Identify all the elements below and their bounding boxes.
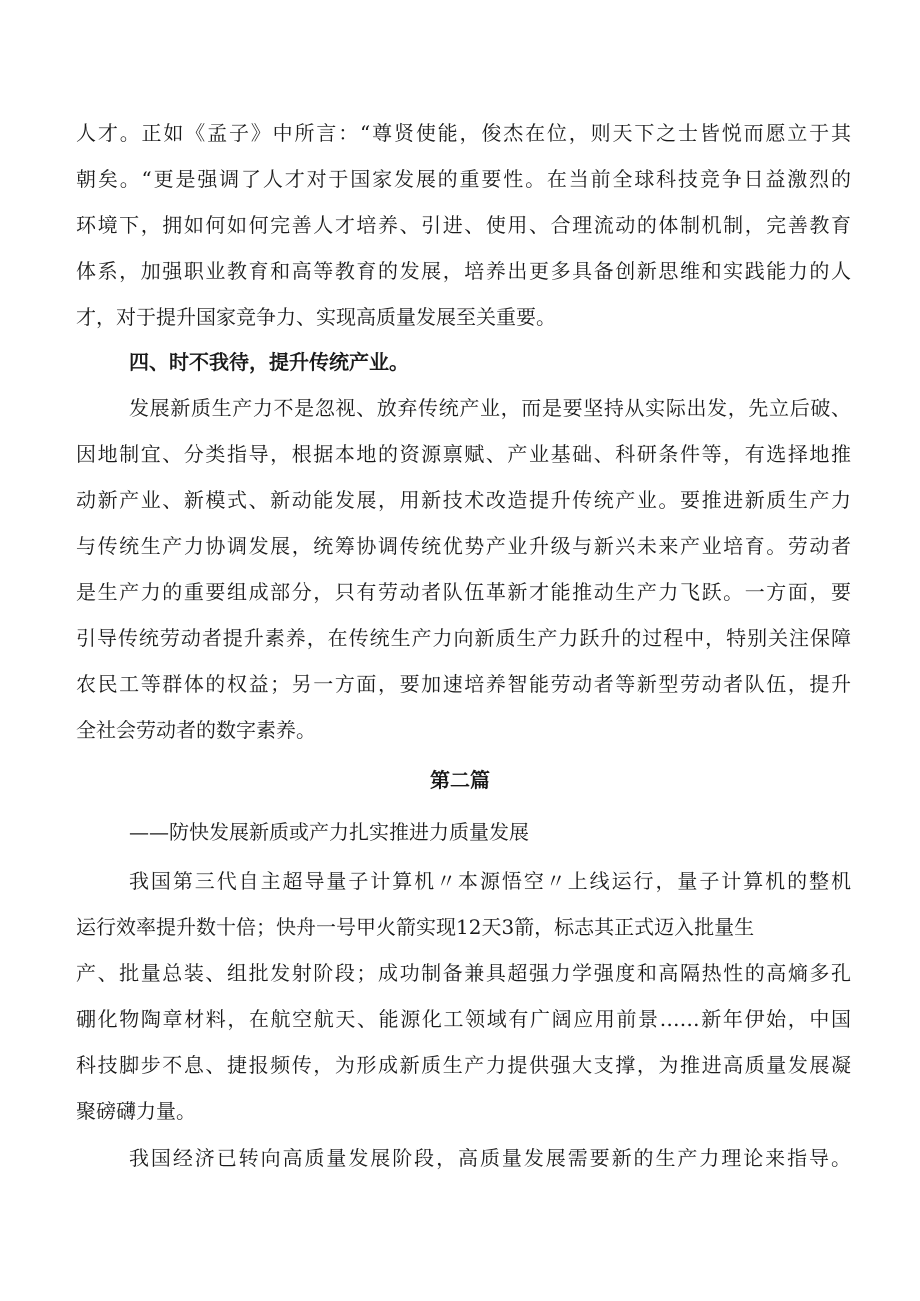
paragraph-3-line-2: 运行效率提升数十倍；快舟一号甲火箭实现12天3箭，标志其正式迈入批量生 — [76, 915, 755, 939]
section-heading-4: 四、时不我待，提升传统产业。 — [129, 350, 409, 374]
paragraph-1-line-4: 体系，加强职业教育和高等教育的发展，培养出更多具备创新思维和实践能力的人 — [76, 259, 851, 283]
paragraph-1-line-2: 朝矣。“更是强调了人才对于国家发展的重要性。在当前全球科技竞争日益激烈的 — [76, 167, 851, 191]
paragraph-1-line-5: 才，对于提升国家竞争力、实现高质量发展至关重要。 — [76, 305, 556, 329]
paragraph-2-line-1: 发展新质生产力不是忽视、放弃传统产业，而是要坚持从实际出发，先立后破、 — [129, 396, 851, 420]
paragraph-2-line-7: 农民工等群体的权益；另一方面，要加速培养智能劳动者等新型劳动者队伍，提升 — [76, 672, 851, 696]
paragraph-3-line-1: 我国第三代自主超导量子计算机〃本源悟空〃上线运行，量子计算机的整机 — [129, 869, 851, 893]
paragraph-3-line-5: 科技脚步不息、捷报频传，为形成新质生产力提供强大支撑，为推进高质量发展凝 — [76, 1053, 851, 1077]
paragraph-2-line-3: 动新产业、新模式、新动能发展，用新技术改造提升传统产业。要推进新质生产力 — [76, 488, 851, 512]
paragraph-2-line-5: 是生产力的重要组成部分，只有劳动者队伍革新才能推动生产力飞跃。一方面，要 — [76, 580, 851, 604]
section-title: 第二篇 — [430, 768, 490, 792]
paragraph-4-line-1: 我国经济已转向高质量发展阶段，高质量发展需要新的生产力理论来指导。 — [129, 1146, 851, 1170]
paragraph-3-line-6: 聚磅礴力量。 — [76, 1099, 196, 1123]
paragraph-1-line-1: 人才。正如《孟子》中所言：“尊贤使能，俊杰在位，则天下之士皆悦而愿立于其 — [76, 121, 851, 145]
paragraph-2-line-8: 全社会劳动者的数字素养。 — [76, 718, 316, 742]
section-subtitle: ——防快发展新质或产力扎实推进力质量发展 — [129, 820, 529, 844]
paragraph-2-line-6: 引导传统劳动者提升素养，在传统生产力向新质生产力跃升的过程中，特别关注保障 — [76, 626, 851, 650]
paragraph-3-line-4: 硼化物陶章材料，在航空航天、能源化工领域有广阔应用前景……新年伊始，中国 — [76, 1007, 851, 1031]
paragraph-2-line-2: 因地制宜、分类指导，根据本地的资源禀赋、产业基础、科研条件等，有选择地推 — [76, 442, 851, 466]
paragraph-1-line-3: 环境下，拥如何如何完善人才培养、引进、使用、合理流动的体制机制，完善教育 — [76, 213, 851, 237]
paragraph-2-line-4: 与传统生产力协调发展，统筹协调传统优势产业升级与新兴未来产业培育。劳动者 — [76, 534, 851, 558]
paragraph-3-line-3: 产、批量总装、组批发射阶段；成功制备兼具超强力学强度和高隔热性的高熵多孔 — [76, 961, 851, 985]
